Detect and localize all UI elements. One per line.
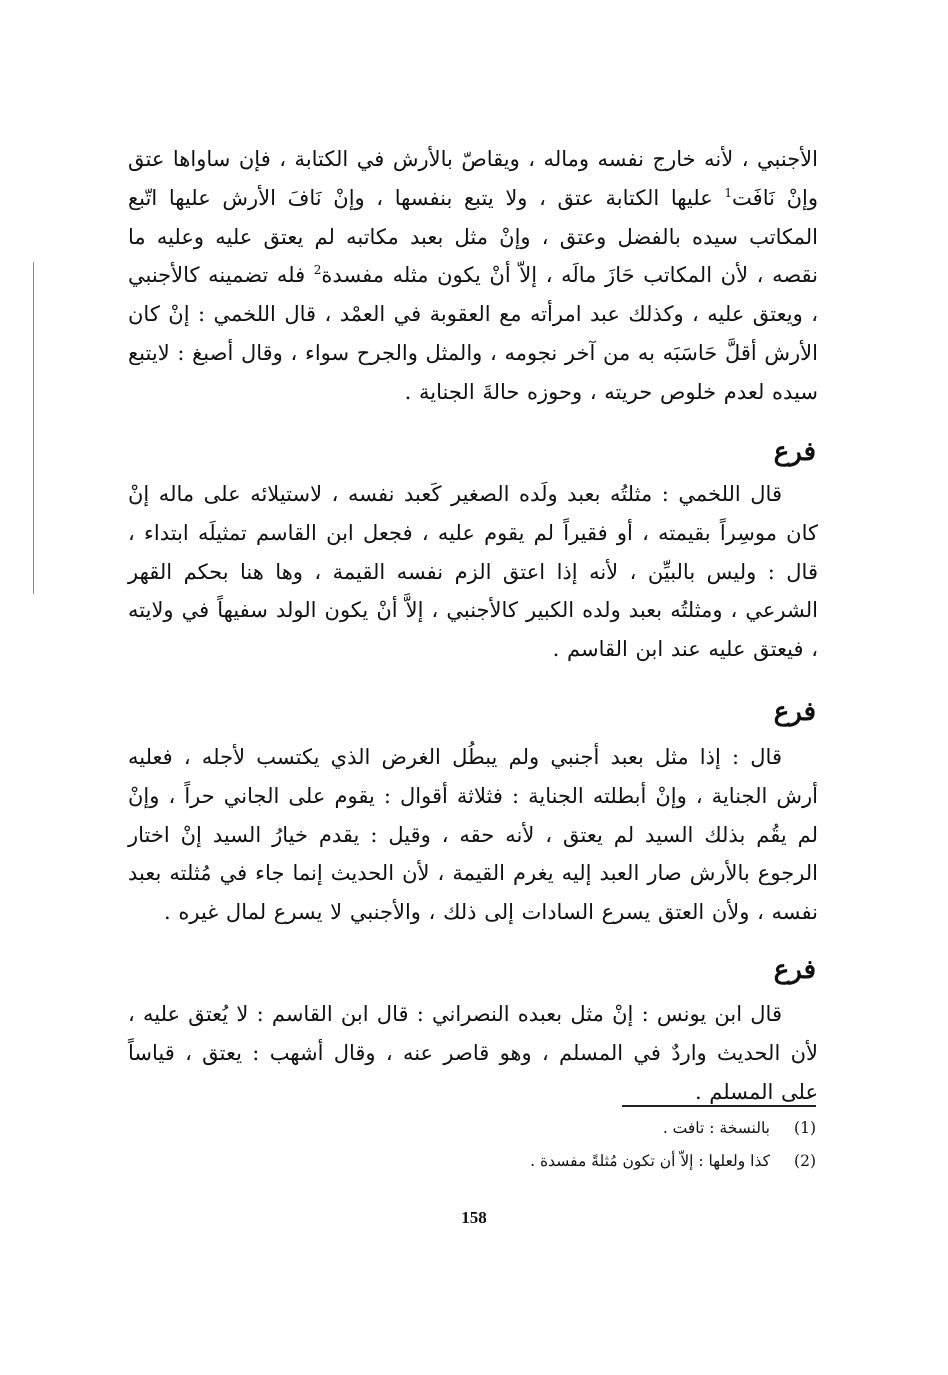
- footnote-2-text: كذا ولعلها : إلاّ أن تكون مُثلةً مفسدة .: [530, 1152, 770, 1170]
- paragraph-4: [128, 995, 818, 1111]
- footnote-2-mark: (2): [794, 1152, 816, 1170]
- footnote-1: [126, 1112, 816, 1145]
- paragraph-1-text: [128, 140, 818, 412]
- paragraph-2: [128, 475, 818, 669]
- section-heading-3: فرع: [773, 955, 816, 985]
- paragraph-1: [128, 140, 818, 412]
- margin-rule: [33, 262, 34, 594]
- footnote-ref-2: 2: [313, 263, 322, 278]
- paragraph-3-text: قال : إذا مثل بعبد أجنبي ولم يبطُل الغرض الذي يكتسب لأجله ، فعليه أرش الجناية ، وإنْ أبطلته الجناية : فثلاثة أقوال : يقوم على الجاني حراً ، وإنْ لم يقُم بذلك السيد لم يعتق ، لأنه حقه ، وقيل : يقدم خيارُ السيد إنْ اختار الرجوع بالأرش صار العبد إليه يغرم القيمة ، لأن الحديث إنما جاء في مُثلته بعبد نفسه ، ولأن العتق يسرع السادات إلى ذلك ، والأجنبي لا يسرع لمال غيره .: [128, 745, 818, 925]
- paragraph-4-text: قال ابن يونس : إنْ مثل بعبده النصراني : قال ابن القاسم : لا يُعتق عليه ، لأن الحديث واردٌ في المسلم ، وهو قاصر عنه ، وقال أشهب : يعتق ، قياساً على المسلم .: [128, 1002, 818, 1104]
- section-heading-1: فرع: [773, 437, 816, 467]
- paragraph-1-part-b: عليها الكتابة عتق ، ولا يتبع بنفسها ، وإنْ نَافَ الأرش عليها اتّبع المكاتب سيده بالفضل وعتق ، وإنْ مثل بعبد مكاتبه لم يعتق عليه وعليه ما نقصه ، لأن المكاتب حَازَ مالَه ، إلاّ أنْ يكون مثله مفسدة: [128, 185, 819, 288]
- page-number: 158: [461, 1208, 487, 1227]
- footnote-ref-1: 1: [724, 185, 733, 200]
- paragraph-1-part-c: فله تضمينه كالأجنبي ، ويعتق عليه ، وكذلك عبد امرأته مع العقوبة في العمْد ، قال اللخمي : إنْ كان الأرش أقلَّ حَاسَبَه به من آخر نجومه ، والمثل والجرح سواء ، وقال أصبغ : لايتبع سيده لعدم خلوص حريته ، وحوزه حالةَ الجناية .: [128, 263, 818, 404]
- footnotes: [126, 1112, 816, 1178]
- paragraph-2-text: قال اللخمي : مثلتُه بعبد ولَده الصغير كَعبد نفسه ، لاستيلائه على ماله إنْ كان موسِراً بقيمته ، أو فقيراً لم يقوم عليه ، فجعل ابن القاسم تمثيلَه ابتداء ، قال : وليس بالبيِّن ، لأنه إذا اعتق الزم نفسه القيمة ، وها هنا بحكم القهر الشرعي ، ومثلتُه بعبد ولده الكبير كالأجنبي ، إلاَّ أنْ يكون الولد سفيهاً في ولايته ، فيعتق عليه عند ابن القاسم .: [128, 482, 818, 662]
- footnote-1-mark: (1): [794, 1119, 816, 1137]
- footnote-1-text: بالنسخة : تافت .: [662, 1119, 770, 1137]
- paragraph-1-part-a: الأجنبي ، لأنه خارج نفسه وماله ، ويقاصّ بالأرش في الكتابة ، فإن ساواها عتق وإنْ نَافَت: [128, 147, 818, 210]
- footnote-2: [126, 1145, 816, 1178]
- paragraph-3: [128, 738, 818, 932]
- footnote-separator: [622, 1105, 816, 1107]
- section-heading-2: فرع: [773, 697, 816, 727]
